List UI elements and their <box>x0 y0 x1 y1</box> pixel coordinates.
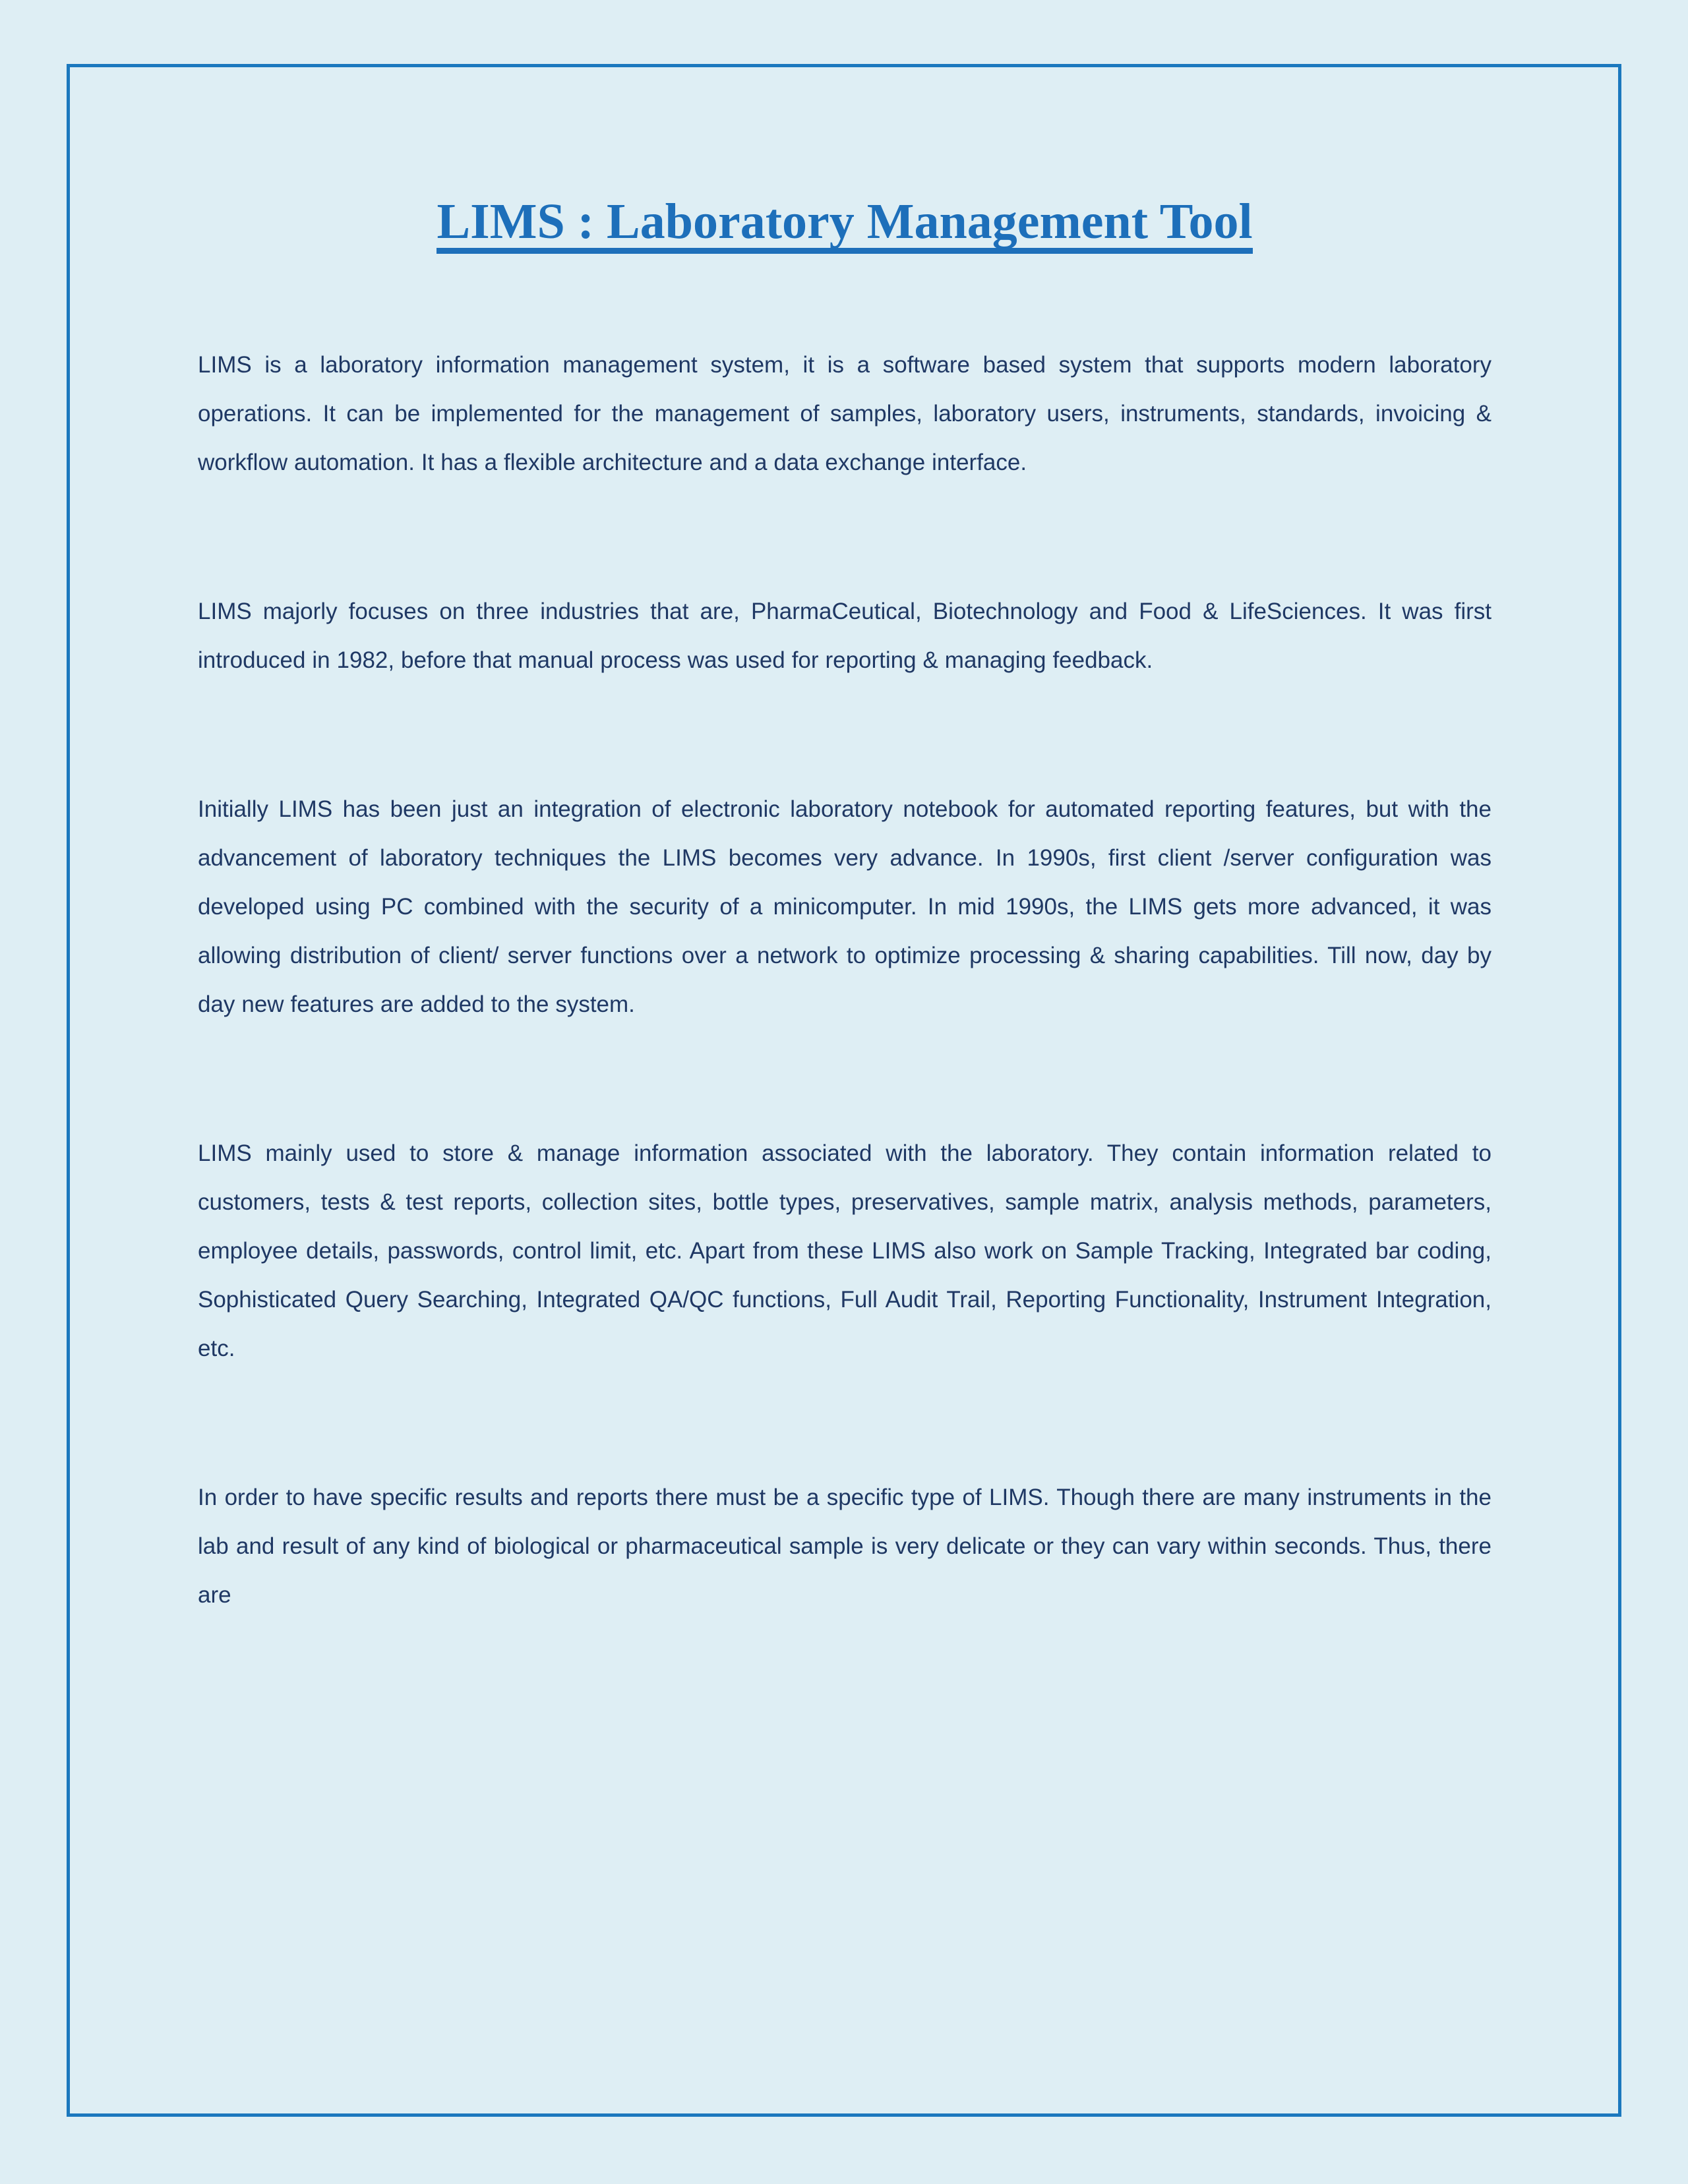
paragraph: LIMS majorly focuses on three industries that are, PharmaCeutical, Biotechnology and Food & LifeSciences. It was first introduced in 1982, before that manual process was used for reporting & managing feedback. <box>198 599 1492 673</box>
document-body <box>198 341 1492 1620</box>
page-title-inner <box>437 196 1252 263</box>
page-title: LIMS : Laboratory Management Tool <box>437 194 1253 249</box>
paragraph: LIMS mainly used to store & manage information associated with the laboratory. They contain information related to customers, tests & test reports, collection sites, bottle types, preservatives, sample matrix, analysis methods, parameters, employee details, passwords, control limit, etc. Apart from these LIMS also work on Sample Tracking, Integrated bar coding, Sophisticated Query Searching, Integrated QA/QC functions, Full Audit Trail, Reporting Functionality, Instrument Integration, etc. <box>198 1140 1492 1361</box>
page-title-container <box>198 196 1492 263</box>
paragraph: LIMS is a laboratory information management system, it is a software based system that supports modern laboratory operations. It can be implemented for the management of samples, laboratory users, instruments, standards, invoicing & workflow automation. It has a flexible architecture and a data exchange interface. <box>198 352 1492 475</box>
paragraph: In order to have specific results and reports there must be a specific type of LIMS. Though there are many instruments in the lab and result of any kind of biological or pharmaceutical sample is very delicate or they can vary within seconds. Thus, there are <box>198 1485 1492 1608</box>
document-content <box>198 158 1492 1620</box>
paragraph: Initially LIMS has been just an integration of electronic laboratory notebook for automated reporting features, but with the advancement of laboratory techniques the LIMS becomes very advance. In 1990s, first client /server configuration was developed using PC combined with the security of a minicomputer. In mid 1990s, the LIMS gets more advanced, it was allowing distribution of client/ server functions over a network to optimize processing & sharing capabilities. Till now, day by day new features are added to the system. <box>198 796 1492 1017</box>
